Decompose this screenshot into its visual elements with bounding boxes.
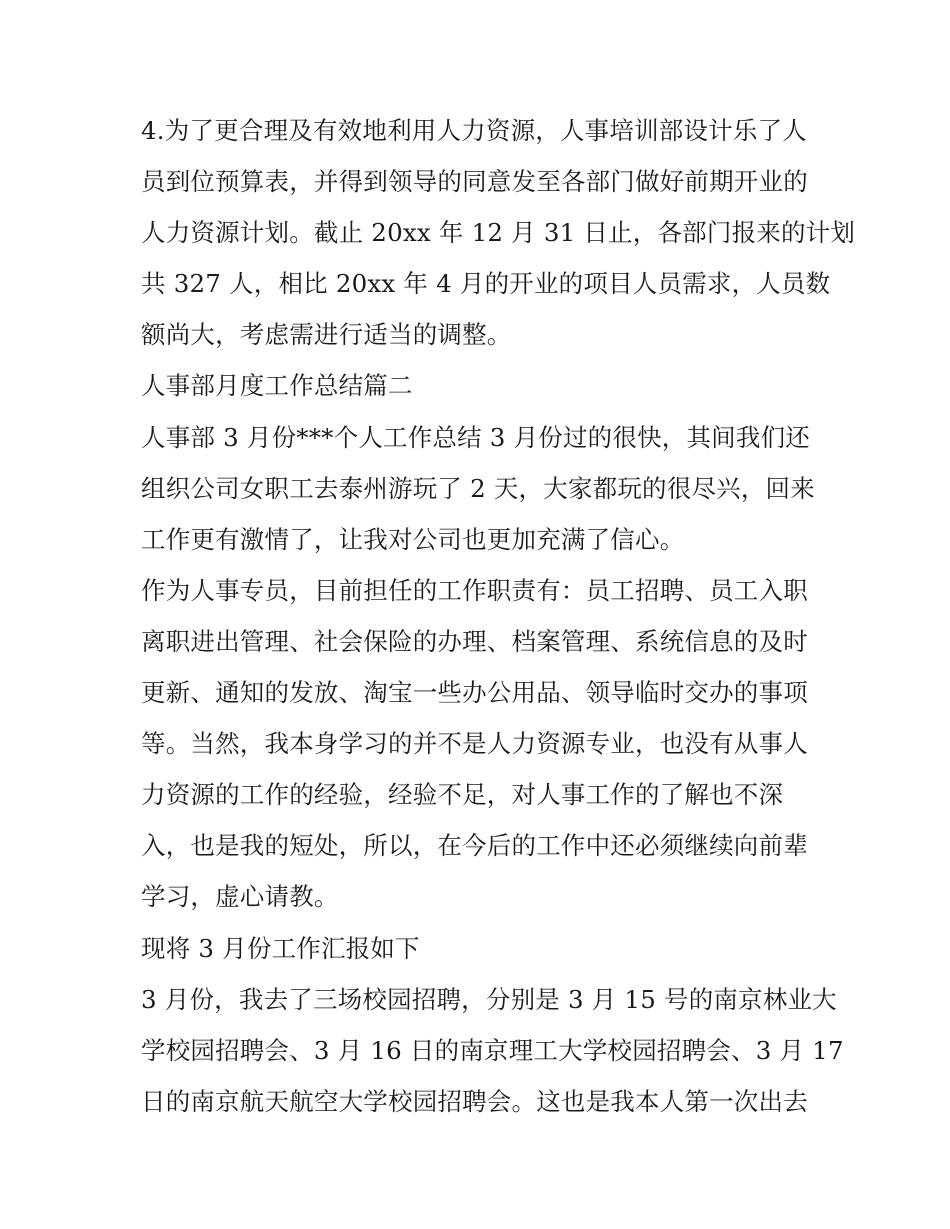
text-line: 额尚大，考虑需进行适当的调整。 — [141, 320, 512, 350]
text-line: 工作更有激情了，让我对公司也更加充满了信心。 — [141, 524, 685, 554]
text-line: 等。当然，我本身学习的并不是人力资源专业，也没有从事人 — [141, 729, 808, 759]
section-heading: 人事部月度工作总结篇二 — [141, 371, 413, 401]
text-line: 学校园招聘会、3 月 16 日的南京理工大学校园招聘会、3 月 17 — [141, 1035, 844, 1065]
text-line: 人力资源计划。截止 20xx 年 12 月 31 日止，各部门报来的计划 — [141, 218, 856, 248]
text-line: 共 327 人，相比 20xx 年 4 月的开业的项目人员需求，人员数 — [141, 269, 831, 299]
text-line: 力资源的工作的经验，经验不足，对人事工作的了解也不深 — [141, 780, 784, 810]
text-line: 组织公司女职工去泰州游玩了 2 天，大家都玩的很尽兴，回来 — [141, 473, 815, 503]
text-line: 人事部 3 月份***个人工作总结 3 月份过的很快，其间我们还 — [141, 422, 810, 452]
text-line: 现将 3 月份工作汇报如下 — [141, 933, 420, 963]
text-line: 学习，虚心请教。 — [141, 882, 339, 912]
text-line: 4.为了更合理及有效地利用人力资源，人事培训部设计乐了人 — [141, 116, 807, 145]
document-body — [141, 105, 856, 1127]
text-line: 日的南京航天航空大学校园招聘会。这也是我本人第一次出去 — [141, 1086, 808, 1116]
text-line: 3 月份，我去了三场校园招聘，分别是 3 月 15 号的南京林业大 — [141, 984, 837, 1014]
text-line: 入，也是我的短处，所以，在今后的工作中还必须继续向前辈 — [141, 831, 808, 861]
text-line: 员到位预算表，并得到领导的同意发至各部门做好前期开业的 — [141, 167, 808, 197]
text-line: 离职进出管理、社会保险的办理、档案管理、系统信息的及时 — [141, 626, 808, 656]
text-line: 作为人事专员，目前担任的工作职责有：员工招聘、员工入职 — [141, 575, 808, 605]
text-line: 更新、通知的发放、淘宝一些办公用品、领导临时交办的事项 — [141, 678, 808, 708]
